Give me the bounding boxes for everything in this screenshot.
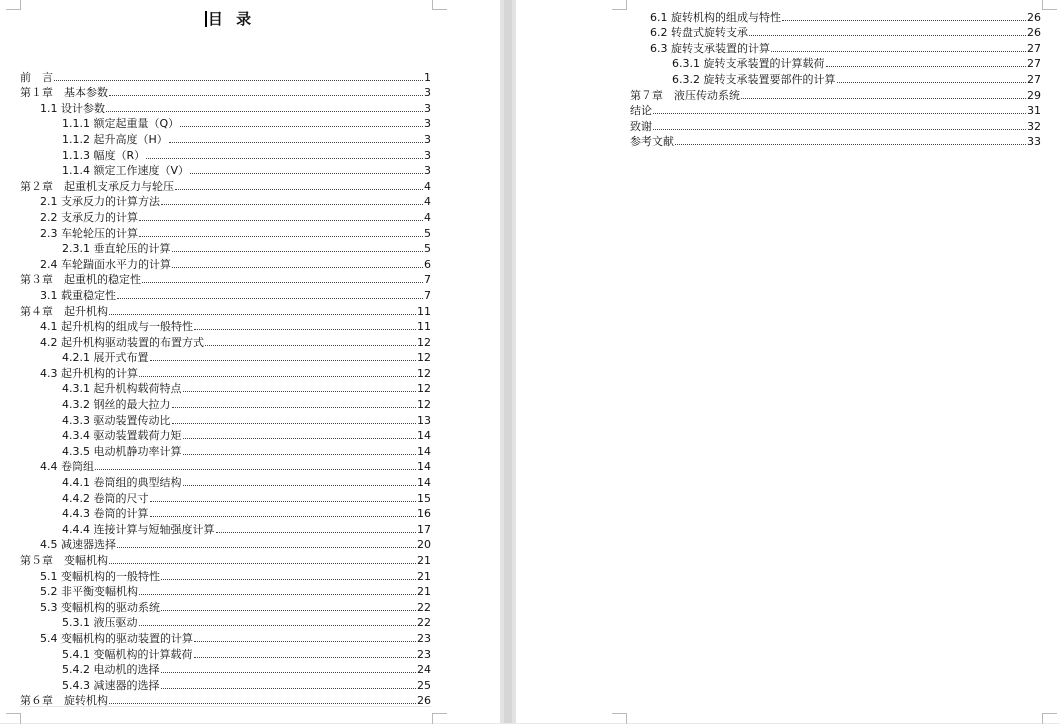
toc-entry[interactable]: [20, 349, 431, 365]
toc-entry[interactable]: [20, 692, 431, 708]
toc-leader-dots: [139, 376, 416, 377]
toc-entry[interactable]: [630, 39, 1041, 55]
toc-leader-dots: [837, 82, 1027, 83]
toc-entry-label: 1.1.4 额定工作速度（V）: [62, 164, 190, 178]
toc-entry-label: 4.4 卷筒组: [40, 460, 94, 474]
toc-entry-page-number: 12: [417, 351, 431, 365]
toc-entry-page-number: 13: [417, 413, 431, 427]
crop-mark: [612, 0, 627, 10]
toc-entry-page-number: 21: [417, 585, 431, 599]
crop-mark: [1042, 0, 1057, 10]
toc-entry[interactable]: [20, 333, 431, 349]
toc-entry[interactable]: [20, 240, 431, 256]
toc-entry[interactable]: [20, 177, 431, 193]
toc-leader-dots: [109, 314, 416, 315]
toc-entry-page-number: 3: [424, 164, 431, 178]
toc-entry[interactable]: [20, 302, 431, 318]
toc-leader-dots: [183, 438, 417, 439]
toc-entry-label: 2.4 车轮踹面水平力的计算: [40, 257, 171, 271]
toc-entry-page-number: 26: [417, 694, 431, 708]
toc-leader-dots: [169, 142, 423, 143]
toc-entry[interactable]: [20, 364, 431, 380]
toc-entry-page-number: 11: [417, 304, 431, 318]
toc-entry-label: 结论: [630, 104, 652, 118]
toc-entry-label: 第３章 起重机的稳定性: [20, 273, 141, 287]
toc-entry-label: 第４章 起升机构: [20, 304, 108, 318]
toc-entry[interactable]: [20, 614, 431, 630]
text-cursor: [205, 11, 207, 27]
toc-entry-page-number: 27: [1027, 57, 1041, 71]
toc-leader-dots: [183, 391, 417, 392]
toc-entry[interactable]: [20, 442, 431, 458]
toc-entry-page-number: 26: [1027, 26, 1041, 40]
toc-leader-dots: [826, 66, 1027, 67]
toc-entry-page-number: 32: [1027, 119, 1041, 133]
toc-entry[interactable]: [20, 629, 431, 645]
toc-leader-dots: [749, 35, 1026, 36]
toc-entry-label: 4.4.3 卷筒的计算: [62, 507, 149, 521]
toc-entry[interactable]: [630, 86, 1041, 102]
toc-leader-dots: [161, 579, 416, 580]
toc-leader-dots: [183, 485, 417, 486]
toc-entry-page-number: 14: [417, 429, 431, 443]
toc-entry-label: 5.4.1 变幅机构的计算载荷: [62, 647, 193, 661]
toc-entry[interactable]: [20, 193, 431, 209]
toc-entry-page-number: 4: [424, 179, 431, 193]
toc-entry-page-number: 14: [417, 444, 431, 458]
toc-entry-label: 2.1 支承反力的计算方法: [40, 195, 160, 209]
toc-leader-dots: [139, 236, 423, 237]
toc-entry-page-number: 24: [417, 663, 431, 677]
toc-leader-dots: [161, 610, 416, 611]
toc-entry-page-number: 26: [1027, 10, 1041, 24]
toc-entry-page-number: 3: [424, 86, 431, 100]
toc-list-right: [630, 8, 1041, 148]
toc-entry[interactable]: [20, 551, 431, 567]
toc-entry-page-number: 11: [417, 320, 431, 334]
toc-entry-label: 4.4.4 连接计算与短轴强度计算: [62, 522, 215, 536]
toc-entry-page-number: 3: [424, 117, 431, 131]
toc-entry-page-number: 3: [424, 101, 431, 115]
toc-leader-dots: [161, 672, 417, 673]
toc-entry-label: 第１章 基本参数: [20, 86, 108, 100]
toc-leader-dots: [194, 329, 416, 330]
toc-entry-page-number: 3: [424, 132, 431, 146]
toc-entry-page-number: 14: [417, 460, 431, 474]
crop-mark: [612, 713, 627, 724]
toc-entry-page-number: 25: [417, 678, 431, 692]
page-separator: [504, 0, 512, 723]
toc-leader-dots: [675, 144, 1026, 145]
toc-leader-dots: [161, 204, 423, 205]
toc-entry[interactable]: [630, 24, 1041, 40]
toc-entry[interactable]: [20, 427, 431, 443]
toc-entry-label: 5.3 变幅机构的驱动系统: [40, 600, 160, 614]
toc-entry-label: 第５章 变幅机构: [20, 554, 108, 567]
toc-entry[interactable]: [20, 84, 431, 100]
toc-entry-label: 5.4.3 减速器的选择: [62, 678, 160, 692]
toc-leader-dots: [172, 251, 424, 252]
toc-entry-label: 4.3.4 驱动装置载荷力矩: [62, 429, 182, 443]
toc-leader-dots: [150, 360, 417, 361]
toc-entry-label: 1.1.1 额定起重量（Q）: [62, 117, 180, 131]
toc-entry-page-number: 12: [417, 398, 431, 412]
toc-leader-dots: [117, 547, 416, 548]
toc-entry[interactable]: [20, 271, 431, 287]
toc-entry-label: 1.1 设计参数: [40, 101, 105, 115]
toc-leader-dots: [142, 282, 423, 283]
toc-entry-label: 3.1 载重稳定性: [40, 288, 116, 302]
toc-entry-label: 4.2.1 展开式布置: [62, 351, 149, 365]
toc-entry[interactable]: [20, 411, 431, 427]
toc-entry[interactable]: [20, 458, 431, 474]
toc-entry[interactable]: [630, 55, 1041, 71]
toc-entry-page-number: 14: [417, 476, 431, 490]
toc-entry-label: 第６章 旋转机构: [20, 694, 108, 708]
toc-entry-label: 1.1.2 起升高度（H）: [62, 132, 168, 146]
crop-mark: [1042, 713, 1057, 724]
toc-leader-dots: [150, 516, 417, 517]
toc-entry-page-number: 20: [417, 538, 431, 552]
toc-leader-dots: [194, 641, 416, 642]
toc-entry-page-number: 21: [417, 554, 431, 567]
toc-entry[interactable]: [20, 224, 431, 240]
toc-entry[interactable]: [20, 676, 431, 692]
toc-entry-label: 2.3.1 垂直轮压的计算: [62, 242, 171, 256]
toc-entry[interactable]: [20, 318, 431, 334]
toc-entry-page-number: 4: [424, 210, 431, 224]
toc-leader-dots: [161, 688, 417, 689]
toc-entry-label: 5.4.2 电动机的选择: [62, 663, 160, 677]
toc-entry-page-number: 12: [417, 335, 431, 349]
toc-entry-page-number: 17: [417, 522, 431, 536]
toc-heading: [0, 8, 460, 29]
toc-entry-label: 6.3.2 旋转支承装置要部件的计算: [672, 72, 836, 86]
toc-entry[interactable]: [20, 567, 431, 583]
toc-leader-dots: [109, 703, 416, 704]
toc-leader-dots: [139, 625, 417, 626]
toc-leader-dots: [190, 173, 423, 174]
toc-leader-dots: [216, 532, 417, 533]
toc-entry-page-number: 7: [424, 288, 431, 302]
toc-leader-dots: [106, 111, 423, 112]
toc-entry[interactable]: [20, 489, 431, 505]
toc-entry[interactable]: [630, 8, 1041, 24]
toc-entry[interactable]: [20, 130, 431, 146]
toc-entry[interactable]: [20, 536, 431, 552]
toc-entry-label: 第７章 液压传动系统: [630, 88, 740, 102]
toc-entry-label: 6.2 转盘式旋转支承: [650, 26, 748, 40]
toc-leader-dots: [109, 563, 416, 564]
toc-entry-label: 4.1 起升机构的组成与一般特性: [40, 320, 193, 334]
toc-leader-dots: [782, 20, 1026, 21]
toc-entry-label: 4.4.2 卷筒的尺寸: [62, 491, 149, 505]
toc-entry[interactable]: [20, 645, 431, 661]
toc-entry[interactable]: [20, 473, 431, 489]
toc-entry[interactable]: [20, 598, 431, 614]
toc-entry-label: 4.5 减速器选择: [40, 538, 116, 552]
toc-entry-label: 4.4.1 卷筒组的典型结构: [62, 476, 182, 490]
toc-leader-dots: [109, 95, 423, 96]
toc-entry[interactable]: [20, 208, 431, 224]
toc-heading-text: 目 录: [207, 10, 256, 28]
document-page-left[interactable]: [0, 0, 500, 723]
toc-entry[interactable]: [20, 380, 431, 396]
toc-leader-dots: [146, 158, 423, 159]
toc-entry-page-number: 4: [424, 195, 431, 209]
toc-entry-page-number: 31: [1027, 104, 1041, 118]
toc-leader-dots: [771, 51, 1026, 52]
toc-entry-label: 第２章 起重机支承反力与轮压: [20, 179, 174, 193]
toc-entry-label: 致谢: [630, 119, 652, 133]
toc-entry-page-number: 6: [424, 257, 431, 271]
toc-entry-label: 6.3 旋转支承装置的计算: [650, 41, 770, 55]
toc-leader-dots: [172, 267, 423, 268]
toc-leader-dots: [139, 594, 416, 595]
toc-entry[interactable]: [630, 117, 1041, 133]
toc-entry[interactable]: [20, 115, 431, 131]
toc-entry-page-number: 1: [424, 70, 431, 84]
toc-entry[interactable]: [20, 583, 431, 599]
toc-list-left: [20, 68, 431, 707]
toc-entry-label: 1.1.3 幅度（R）: [62, 148, 146, 162]
toc-entry-label: 参考文献: [630, 135, 674, 149]
toc-entry-label: 5.2 非平衡变幅机构: [40, 585, 138, 599]
toc-entry-label: 4.3.5 电动机静功率计算: [62, 444, 182, 458]
toc-entry-page-number: 27: [1027, 41, 1041, 55]
toc-leader-dots: [172, 407, 417, 408]
page-gap: [500, 0, 516, 723]
toc-entry[interactable]: [20, 520, 431, 536]
toc-leader-dots: [175, 189, 423, 190]
toc-entry-page-number: 27: [1027, 72, 1041, 86]
toc-entry-label: 4.3.1 起升机构载荷特点: [62, 382, 182, 396]
toc-entry-page-number: 33: [1027, 135, 1041, 149]
toc-entry-page-number: 22: [417, 600, 431, 614]
toc-leader-dots: [95, 469, 416, 470]
toc-entry[interactable]: [20, 661, 431, 677]
toc-entry-page-number: 22: [417, 616, 431, 630]
toc-entry[interactable]: [20, 286, 431, 302]
toc-entry-label: 6.3.1 旋转支承装置的计算载荷: [672, 57, 825, 71]
toc-entry-page-number: 29: [1027, 88, 1041, 102]
toc-entry[interactable]: [20, 68, 431, 84]
toc-entry-label: 4.3.2 钢丝的最大拉力: [62, 398, 171, 412]
toc-entry-page-number: 12: [417, 366, 431, 380]
toc-entry[interactable]: [630, 133, 1041, 149]
crop-mark: [432, 713, 447, 724]
toc-entry-label: 前 言: [20, 70, 53, 84]
toc-leader-dots: [54, 80, 423, 81]
page-bottom-rule: [20, 706, 431, 707]
toc-entry-label: 2.3 车轮轮压的计算: [40, 226, 138, 240]
toc-entry-label: 2.2 支承反力的计算: [40, 210, 138, 224]
toc-leader-dots: [653, 113, 1026, 114]
toc-entry[interactable]: [20, 146, 431, 162]
toc-entry-label: 5.4 变幅机构的驱动装置的计算: [40, 631, 193, 645]
toc-entry-label: 4.3.3 驱动装置传动比: [62, 413, 171, 427]
toc-entry-label: 6.1 旋转机构的组成与特性: [650, 10, 781, 24]
toc-entry-page-number: 12: [417, 382, 431, 396]
toc-entry[interactable]: [20, 99, 431, 115]
toc-entry-label: 5.1 变幅机构的一般特性: [40, 569, 160, 583]
toc-leader-dots: [150, 501, 417, 502]
toc-entry-page-number: 5: [424, 226, 431, 240]
toc-entry-label: 4.3 起升机构的计算: [40, 366, 138, 380]
toc-leader-dots: [180, 126, 423, 127]
toc-leader-dots: [139, 220, 423, 221]
toc-entry[interactable]: [20, 505, 431, 521]
toc-entry-page-number: 5: [424, 242, 431, 256]
toc-entry-page-number: 23: [417, 647, 431, 661]
toc-leader-dots: [172, 423, 417, 424]
toc-leader-dots: [741, 98, 1026, 99]
toc-entry-page-number: 21: [417, 569, 431, 583]
toc-entry[interactable]: [20, 395, 431, 411]
toc-entry[interactable]: [20, 162, 431, 178]
toc-leader-dots: [653, 129, 1026, 130]
toc-leader-dots: [205, 345, 416, 346]
toc-entry-label: 4.2 起升机构驱动装置的布置方式: [40, 335, 204, 349]
toc-entry-page-number: 3: [424, 148, 431, 162]
toc-leader-dots: [183, 454, 417, 455]
toc-entry-page-number: 7: [424, 273, 431, 287]
toc-leader-dots: [117, 298, 423, 299]
toc-entry[interactable]: [630, 70, 1041, 86]
toc-entry-page-number: 15: [417, 491, 431, 505]
toc-entry[interactable]: [630, 102, 1041, 118]
toc-entry[interactable]: [20, 255, 431, 271]
toc-entry-label: 5.3.1 液压驱动: [62, 616, 138, 630]
toc-leader-dots: [194, 657, 417, 658]
toc-entry-page-number: 23: [417, 631, 431, 645]
toc-entry-page-number: 16: [417, 507, 431, 521]
crop-mark: [6, 713, 21, 724]
